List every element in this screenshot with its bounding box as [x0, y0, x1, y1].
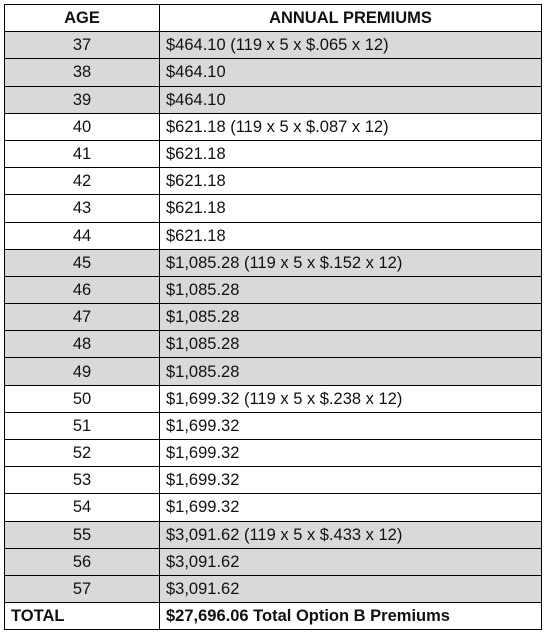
- total-row: [5, 603, 542, 630]
- table-row: [5, 249, 542, 276]
- premium-cell: $621.18: [160, 195, 542, 222]
- header-row: [5, 5, 542, 32]
- table-row: [5, 59, 542, 86]
- premium-cell: $464.10 (119 x 5 x $.065 x 12): [160, 32, 542, 59]
- premium-cell: $1,699.32: [160, 494, 542, 521]
- age-cell: 49: [5, 358, 160, 385]
- table-row: [5, 276, 542, 303]
- age-cell: 47: [5, 304, 160, 331]
- table-row: [5, 32, 542, 59]
- age-cell: 38: [5, 59, 160, 86]
- table-row: [5, 521, 542, 548]
- premium-cell: $621.18: [160, 168, 542, 195]
- premium-cell: $1,699.32: [160, 412, 542, 439]
- age-cell: 50: [5, 385, 160, 412]
- age-cell: 48: [5, 331, 160, 358]
- premium-cell: $621.18: [160, 222, 542, 249]
- table-row: [5, 575, 542, 602]
- age-cell: 51: [5, 412, 160, 439]
- table-row: [5, 168, 542, 195]
- age-cell: 43: [5, 195, 160, 222]
- table-row: [5, 467, 542, 494]
- premium-cell: $3,091.62: [160, 548, 542, 575]
- age-cell: 52: [5, 440, 160, 467]
- age-cell: 57: [5, 575, 160, 602]
- age-cell: 54: [5, 494, 160, 521]
- age-cell: 46: [5, 276, 160, 303]
- premium-cell: $1,085.28: [160, 304, 542, 331]
- table-row: [5, 440, 542, 467]
- age-cell: 44: [5, 222, 160, 249]
- premium-table: [4, 4, 542, 630]
- table-row: [5, 86, 542, 113]
- premium-cell: $1,699.32 (119 x 5 x $.238 x 12): [160, 385, 542, 412]
- table-row: [5, 222, 542, 249]
- total-label: TOTAL: [5, 603, 160, 630]
- premium-cell: $1,699.32: [160, 467, 542, 494]
- premium-cell: $464.10: [160, 86, 542, 113]
- table-row: [5, 385, 542, 412]
- age-column-header: AGE: [5, 5, 160, 32]
- table-row: [5, 548, 542, 575]
- age-cell: 55: [5, 521, 160, 548]
- premium-cell: $621.18: [160, 140, 542, 167]
- table-row: [5, 304, 542, 331]
- table-row: [5, 331, 542, 358]
- premium-cell: $1,085.28: [160, 276, 542, 303]
- age-cell: 37: [5, 32, 160, 59]
- table-row: [5, 140, 542, 167]
- age-cell: 39: [5, 86, 160, 113]
- premium-cell: $464.10: [160, 59, 542, 86]
- premium-cell: $621.18 (119 x 5 x $.087 x 12): [160, 113, 542, 140]
- premium-cell: $3,091.62: [160, 575, 542, 602]
- premium-cell: $1,085.28: [160, 331, 542, 358]
- age-cell: 40: [5, 113, 160, 140]
- table-row: [5, 412, 542, 439]
- premium-cell: $3,091.62 (119 x 5 x $.433 x 12): [160, 521, 542, 548]
- age-cell: 56: [5, 548, 160, 575]
- table-body: [5, 32, 542, 603]
- age-cell: 53: [5, 467, 160, 494]
- table-row: [5, 358, 542, 385]
- premium-cell: $1,085.28: [160, 358, 542, 385]
- premium-cell: $1,699.32: [160, 440, 542, 467]
- table-row: [5, 195, 542, 222]
- table-row: [5, 113, 542, 140]
- table-row: [5, 494, 542, 521]
- age-cell: 41: [5, 140, 160, 167]
- age-cell: 42: [5, 168, 160, 195]
- age-cell: 45: [5, 249, 160, 276]
- premium-cell: $1,085.28 (119 x 5 x $.152 x 12): [160, 249, 542, 276]
- premiums-column-header: ANNUAL PREMIUMS: [160, 5, 542, 32]
- total-value: $27,696.06 Total Option B Premiums: [160, 603, 542, 630]
